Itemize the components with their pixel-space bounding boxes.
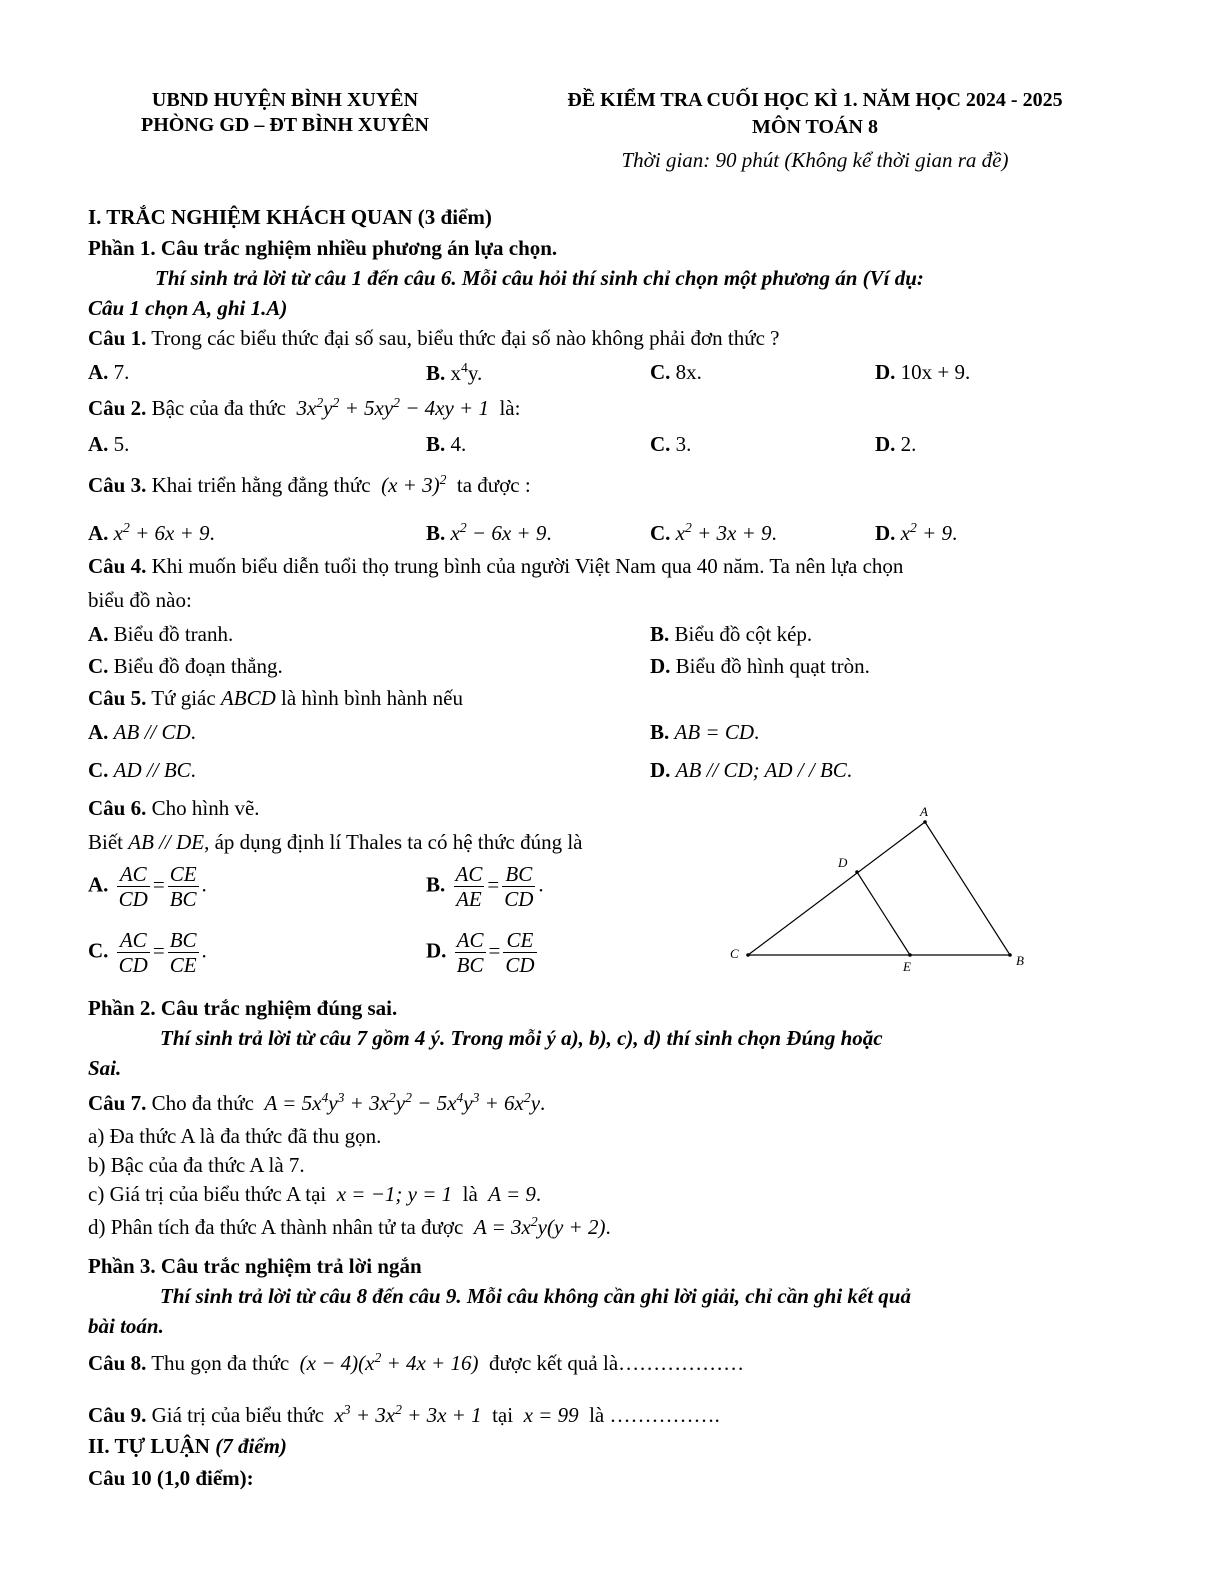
q1-option-a: A. 7. xyxy=(88,360,130,384)
exam-duration: Thời gian: 90 phút (Không kể thời gian ra đề) xyxy=(621,148,1009,172)
q4-option-b: B. Biểu đồ cột kép. xyxy=(650,622,813,646)
q7-statement-b: b) Bậc của đa thức A là 7. xyxy=(88,1153,305,1177)
q2-option-a: A. 5. xyxy=(88,432,130,456)
question-4: Câu 4. Khi muốn biểu diễn tuổi thọ trung bình của người Việt Nam qua 40 năm. Ta nên lựa chọn xyxy=(88,554,904,578)
part3-instruction-2: bài toán. xyxy=(88,1314,164,1338)
q3-option-b: B. $x^2 - 6x + 9$. xyxy=(426,520,552,545)
question-1: Câu 1. Trong các biểu thức đại số sau, biểu thức đại số nào không phải đơn thức ? xyxy=(88,326,780,350)
q4-option-a: A. Biểu đồ tranh. xyxy=(88,622,234,646)
question-6-cont: Biết AB // DE, áp dụng định lí Thales ta có hệ thức đúng là xyxy=(88,830,583,854)
point-a-label: A xyxy=(920,804,928,819)
question-5: Câu 5. Tứ giác ABCD là hình bình hành nếu xyxy=(88,686,463,710)
q6-option-b: B. $\frac{AC}{AE}$ = $\frac{BC}{CD}$ . xyxy=(426,862,544,912)
part3-title: Phần 3. Câu trắc nghiệm trả lời ngắn xyxy=(88,1254,422,1278)
question-4-cont: biểu đồ nào: xyxy=(88,588,192,612)
q7-statement-c: c) Giá trị của biểu thức A tại x = −1; y = 1 là A = 9. xyxy=(88,1182,542,1206)
part1-instruction-2: Câu 1 chọn A, ghi 1.A) xyxy=(88,296,288,320)
q4-option-c: C. Biểu đồ đoạn thẳng. xyxy=(88,654,283,678)
q6-option-d: D. $\frac{AC}{BC}$ = $\frac{CE}{CD}$ xyxy=(426,928,535,978)
part1-title: Phần 1. Câu trắc nghiệm nhiều phương án lựa chọn. xyxy=(88,236,558,260)
point-c-label: C xyxy=(730,946,739,961)
segment-ca xyxy=(748,822,925,955)
q2-option-c: C. 3. xyxy=(650,432,692,456)
triangle-figure xyxy=(720,800,1040,980)
part1-instruction-1: Thí sinh trả lời từ câu 1 đến câu 6. Mỗi câu hỏi thí sinh chỉ chọn một phương án (Ví dụ: xyxy=(155,266,924,290)
q5-option-c: C. AD // BC. xyxy=(88,758,196,782)
part3-instruction-1: Thí sinh trả lời từ câu 8 đến câu 9. Mỗi câu không cần ghi lời giải, chỉ cần ghi kết quả xyxy=(160,1284,911,1308)
question-3: Câu 3. Khai triển hằng đẳng thức $(x + 3)^2$ ta được : xyxy=(88,472,531,497)
q5-option-b: B. AB = CD. xyxy=(650,720,760,744)
q5-option-d: D. AB // CD; AD / / BC. xyxy=(650,758,853,782)
q3-option-a: A. $x^2 + 6x + 9$. xyxy=(88,520,215,545)
subject-title: MÔN TOÁN 8 xyxy=(752,116,878,138)
segment-de xyxy=(857,872,910,955)
q6-option-a: A. $\frac{AC}{CD}$ = $\frac{CE}{BC}$ . xyxy=(88,862,207,912)
q4-option-d: D. Biểu đồ hình quạt tròn. xyxy=(650,654,870,678)
q5-option-a: A. AB // CD. xyxy=(88,720,196,744)
point-b-label: B xyxy=(1016,953,1024,968)
question-7: Câu 7. Cho đa thức $A = 5x^4y^3 + 3x^2y^2 - 5x^4y^3 + 6x^2y$. xyxy=(88,1090,546,1115)
section1-title: I. TRẮC NGHIỆM KHÁCH QUAN (3 điểm) xyxy=(88,205,492,229)
part2-title: Phần 2. Câu trắc nghiệm đúng sai. xyxy=(88,996,398,1020)
dept-name-line2: PHÒNG GD – ĐT BÌNH XUYÊN xyxy=(141,114,429,136)
exam-title: ĐỀ KIỂM TRA CUỐI HỌC KÌ 1. NĂM HỌC 2024 - 2025 xyxy=(567,89,1063,111)
point-e-label: E xyxy=(903,959,911,974)
q1-option-c: C. 8x. xyxy=(650,360,702,384)
q7-statement-a: a) Đa thức A là đa thức đã thu gọn. xyxy=(88,1124,382,1148)
q1-option-d: D. 10x + 9. xyxy=(875,360,971,384)
dept-name-line1: UBND HUYỆN BÌNH XUYÊN xyxy=(151,89,419,111)
segment-ab xyxy=(925,822,1010,955)
question-6: Câu 6. Cho hình vẽ. xyxy=(88,796,260,820)
q7-statement-d: d) Phân tích đa thức A thành nhân tử ta được $A = 3x^2y(y + 2)$. xyxy=(88,1214,611,1239)
question-8: Câu 8. Thu gọn đa thức $(x - 4)(x^2 + 4x + 16)$ được kết quả là……………… xyxy=(88,1350,745,1375)
q3-option-c: C. $x^2 + 3x + 9$. xyxy=(650,520,777,545)
part2-instruction-2: Sai. xyxy=(88,1056,122,1080)
q2-option-d: D. 2. xyxy=(875,432,917,456)
part2-instruction-1: Thí sinh trả lời từ câu 7 gồm 4 ý. Trong mỗi ý a), b), c), d) thí sinh chọn Đúng hoặc xyxy=(160,1026,883,1050)
q3-expression: $(x + 3)^2$ xyxy=(375,472,447,497)
question-9: Câu 9. Giá trị của biểu thức $x^3 + 3x^2 + 3x + 1$ tại x = 99 là ……………. xyxy=(88,1402,720,1427)
q2-option-b: B. 4. xyxy=(426,432,467,456)
q2-polynomial: $3x^2y^2 + 5xy^2 - 4xy + 1$ xyxy=(291,395,495,420)
q6-option-c: C. $\frac{AC}{CD}$ = $\frac{BC}{CE}$ . xyxy=(88,928,207,978)
question-10: Câu 10 (1,0 điểm): xyxy=(88,1466,254,1490)
section2-title: II. TỰ LUẬN (7 điểm) xyxy=(88,1434,287,1458)
q3-option-d: D. $x^2 + 9$. xyxy=(875,520,958,545)
point-d-label: D xyxy=(838,855,848,870)
question-2: Câu 2. Bậc của đa thức $3x^2y^2 + 5xy^2 - 4xy + 1$ là: xyxy=(88,395,521,420)
q1-option-b: B. $x^4y$. xyxy=(426,360,483,385)
